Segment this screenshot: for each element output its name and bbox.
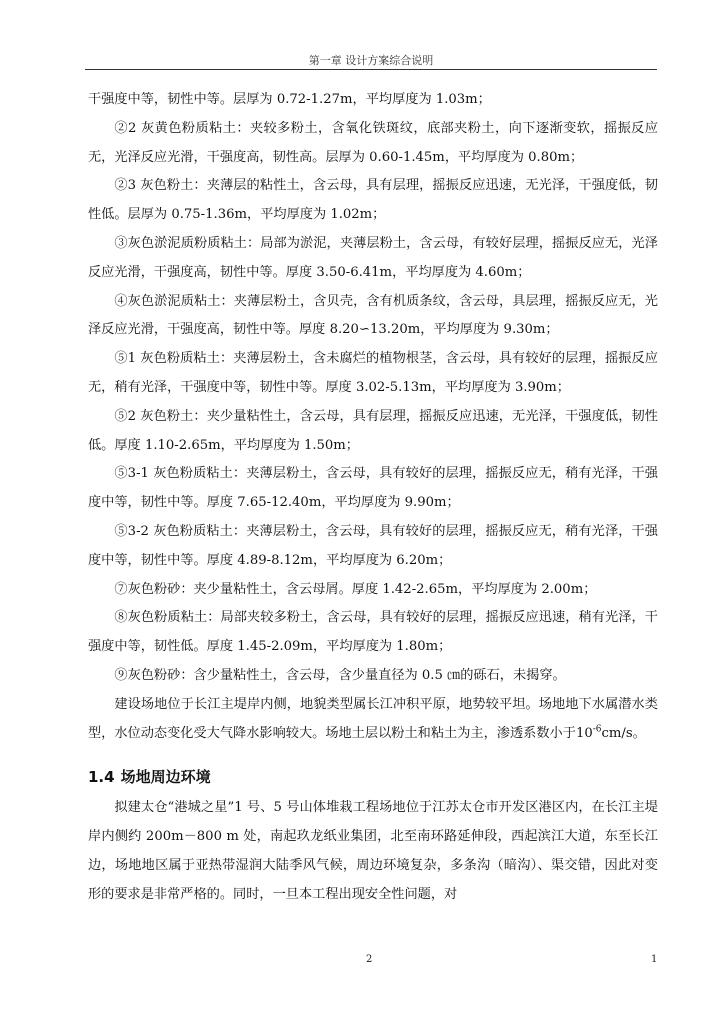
page-number-center: 2 xyxy=(366,954,373,965)
permeability-unit: cm/s。 xyxy=(601,725,646,741)
page-number-right: 1 xyxy=(651,954,658,965)
paragraph-surroundings: 拟建太仓“港城之星”1 号、5 号山体堆栽工程场地位于江苏太仓市开发区港区内，在长江主堤岸内侧约 200m－800 m 处，南起玖龙纸业集团，北至南环路延伸段，西起滨江大道，东至长江边，场地地区属于亚热带湿润大陆季风气候，周边环境复杂，多条沟（暗沟）、渠交错，因此对变形的要求是非常严格的。同时，一旦本工程出现安全性问题，对 xyxy=(88,800,658,902)
section-number: 1.4 xyxy=(88,768,115,787)
paragraph-layer-2-3: ②3 灰色粉土：夹薄层的粘性土，含云母，具有层理，摇振反应迅速，无光泽，干强度低，韧性低。层厚为 0.75-1.36m，平均厚度为 1.02m； xyxy=(88,178,658,223)
paragraph-layer-5-1: ⑤1 灰色粉质粘土：夹薄层粉土，含未腐烂的植物根茎，含云母，具有较好的层理，摇振反应无，稍有光泽，干强度中等，韧性中等。厚度 3.02-5.13m，平均厚度为 3.90m； xyxy=(88,351,658,395)
permeability-exponent: -6 xyxy=(592,724,602,735)
paragraph-groundwater xyxy=(88,691,658,749)
paragraph-layer-7: ⑦灰色粉砂：夹少量粘性土，含云母屑。厚度 1.42-2.65m，平均厚度为 2.00m； xyxy=(114,581,597,597)
paragraph-continuation: 干强度中等，韧性中等。层厚为 0.72-1.27m，平均厚度为 1.03m； xyxy=(88,92,491,107)
document-body xyxy=(88,86,658,910)
paragraph-layer-8: ⑧灰色粉质粘土：局部夹较多粉土，含云母，具有较好的层理，摇振反应迅速，稍有光泽，干强度中等，韧性低。厚度 1.45-2.09m，平均厚度为 1.80m； xyxy=(88,610,658,655)
section-heading xyxy=(88,762,658,792)
paragraph-layer-4: ④灰色淤泥质粘土：夹薄层粉土，含贝壳，含有机质条纹，含云母，具层理，摇振反应无，光泽反应光滑，干强度高，韧性中等。厚度 8.20∽13.20m，平均厚度为 9.30m； xyxy=(88,293,658,338)
paragraph-layer-5-2: ⑤2 灰色粉土：夹少量粘性土，含云母，具有层理，摇振反应迅速，无光泽，干强度低，韧性低。厚度 1.10-2.65m，平均厚度为 1.50m； xyxy=(88,408,658,453)
paragraph-layer-5-3-1: ⑤3-1 灰色粉质粘土：夹薄层粉土，含云母，具有较好的层理，摇振反应无，稍有光泽，干强度中等，韧性中等。厚度 7.65-12.40m，平均厚度为 9.90m； xyxy=(88,466,658,511)
header-rule xyxy=(85,69,657,70)
permeability-base: 10 xyxy=(575,725,593,741)
paragraph-layer-5-3-2: ⑤3-2 灰色粉质粘土：夹薄层粉土，含云母，具有较好的层理，摇振反应无，稍有光泽，干强度中等，韧性中等。厚度 4.89-8.12m，平均厚度为 6.20m； xyxy=(88,523,658,568)
page-header: 第一章 设计方案综合说明 xyxy=(308,54,434,67)
paragraph-layer-3: ③灰色淤泥质粉质粘土：局部为淤泥，夹薄层粉土，含云母，有较好层理，摇振反应无，光泽反应光滑，干强度高，韧性中等。厚度 3.50-6.41m，平均厚度为 4.60m； xyxy=(88,235,658,280)
paragraph-layer-9: ⑨灰色粉砂：含少量粘性土，含云母，含少量直径为 0.5 ㎝的砾石，未揭穿。 xyxy=(114,667,566,683)
groundwater-text: 建设场地位于长江主堤岸内侧，地貌类型属长江冲积平原，地势较平坦。场地地下水属潜水类型，水位动态变化受大气降水影响较大。场地土层以粉土和粘土为主，渗透系数小于 xyxy=(88,696,658,741)
section-title: 场地周边环境 xyxy=(120,768,211,787)
paragraph-layer-2-2: ②2 灰黄色粉质粘土：夹较多粉土，含氧化铁斑纹，底部夹粉土，向下逐渐变软，摇振反应无，光泽反应光滑，干强度高，韧性高。层厚为 0.60-1.45m，平均厚度为 0.80m； xyxy=(88,120,658,165)
